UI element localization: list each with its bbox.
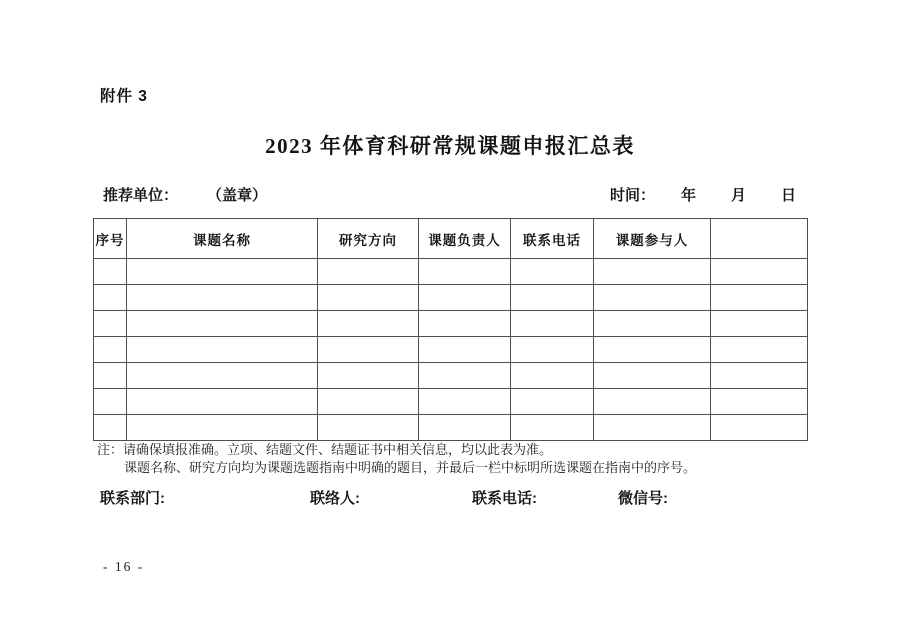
table-cell — [127, 259, 318, 285]
table-cell — [511, 311, 594, 337]
table-cell — [318, 415, 419, 441]
seal-label: （盖章） — [207, 187, 268, 204]
table-cell — [419, 389, 511, 415]
table-cell — [94, 311, 127, 337]
contact-phone-label: 联系电话: — [472, 490, 537, 507]
footnote-line: 课题名称、研究方向均为课题选题指南中明确的题目，并最后一栏中标明所选课题在指南中的序号。 — [124, 460, 697, 475]
contact-department-label: 联系部门: — [100, 490, 165, 507]
table-cell — [94, 337, 127, 363]
year-label: 年 — [681, 187, 697, 204]
contacts-row — [0, 487, 900, 509]
table-row — [94, 311, 808, 337]
header-serial-number: 序号 — [94, 219, 127, 259]
table-row — [94, 363, 808, 389]
table-cell — [127, 311, 318, 337]
page-title: 2023 年体育科研常规课题申报汇总表 — [265, 134, 635, 158]
contact-liaison-label: 联络人: — [310, 490, 360, 507]
footnotes — [97, 441, 807, 477]
table-cell — [419, 415, 511, 441]
table-cell — [94, 363, 127, 389]
table-cell — [318, 389, 419, 415]
table-cell — [419, 311, 511, 337]
table-cell — [594, 285, 711, 311]
table-cell — [94, 415, 127, 441]
table-cell — [594, 363, 711, 389]
table-cell — [594, 415, 711, 441]
table-cell — [711, 337, 808, 363]
table-cell — [711, 259, 808, 285]
table-cell — [419, 337, 511, 363]
table-cell — [127, 285, 318, 311]
header-blank — [711, 219, 808, 259]
table-cell — [318, 363, 419, 389]
table-cell — [94, 259, 127, 285]
table-cell — [94, 389, 127, 415]
table-cell — [511, 259, 594, 285]
attachment-label: 附件 3 — [100, 88, 148, 105]
table-cell — [711, 285, 808, 311]
recommend-unit-label: 推荐单位： — [103, 187, 179, 204]
header-contact-phone: 联系电话 — [511, 219, 594, 259]
table-body — [94, 259, 808, 441]
header-research-direction: 研究方向 — [318, 219, 419, 259]
month-label: 月 — [731, 187, 747, 204]
header-project-participants: 课题参与人 — [594, 219, 711, 259]
table-cell — [127, 337, 318, 363]
table-cell — [94, 285, 127, 311]
table-cell — [318, 311, 419, 337]
form-meta-row — [0, 184, 900, 206]
contact-wechat-label: 微信号: — [618, 490, 668, 507]
table-cell — [711, 311, 808, 337]
table-cell — [594, 337, 711, 363]
table-cell — [511, 363, 594, 389]
table-row — [94, 337, 808, 363]
table-header-row — [94, 219, 808, 259]
table-cell — [318, 337, 419, 363]
table-cell — [594, 311, 711, 337]
table-cell — [419, 285, 511, 311]
table-row — [94, 259, 808, 285]
table-cell — [318, 259, 419, 285]
table-row — [94, 415, 808, 441]
header-project-leader: 课题负责人 — [419, 219, 511, 259]
footnote-line: 注：请确保填报准确。立项、结题文件、结题证书中相关信息，均以此表为准。 — [97, 442, 553, 457]
day-label: 日 — [781, 187, 797, 204]
time-label: 时间： — [610, 187, 656, 204]
table-cell — [711, 363, 808, 389]
table-cell — [419, 259, 511, 285]
table-cell — [511, 337, 594, 363]
table-cell — [127, 389, 318, 415]
table-cell — [711, 415, 808, 441]
table-cell — [419, 363, 511, 389]
table-cell — [511, 415, 594, 441]
table-row — [94, 389, 808, 415]
table-cell — [127, 363, 318, 389]
table-cell — [127, 415, 318, 441]
table-cell — [594, 389, 711, 415]
table-cell — [711, 389, 808, 415]
summary-table — [93, 218, 808, 441]
table-cell — [594, 259, 711, 285]
table-cell — [511, 285, 594, 311]
page-number: - 16 - — [103, 559, 145, 574]
table-row — [94, 285, 808, 311]
table-cell — [318, 285, 419, 311]
header-project-name: 课题名称 — [127, 219, 318, 259]
table-cell — [511, 389, 594, 415]
